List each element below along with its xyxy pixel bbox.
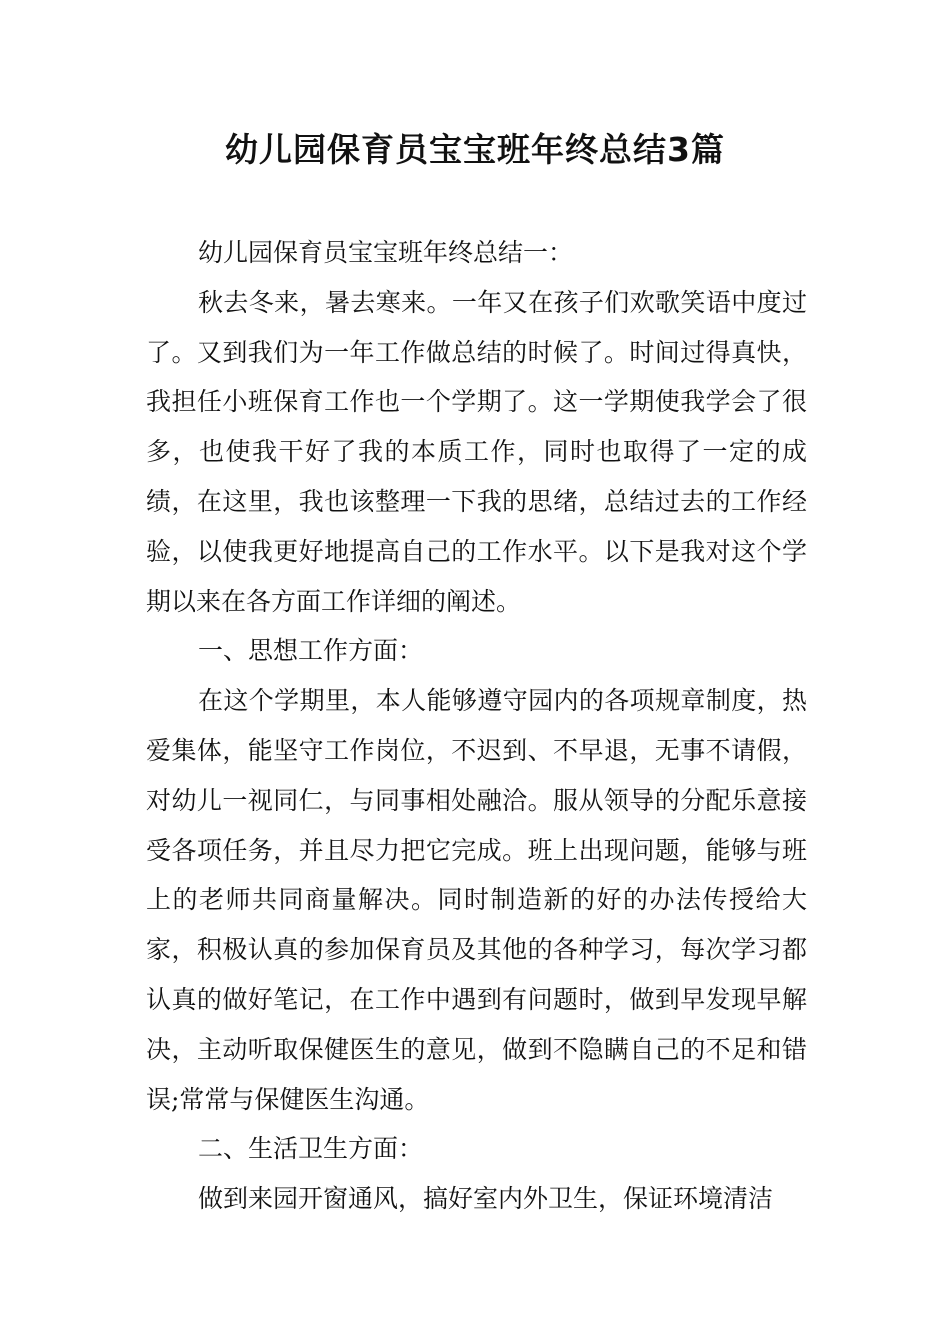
body-paragraph: 在这个学期里，本人能够遵守园内的各项规章制度，热爱集体，能坚守工作岗位，不迟到、不早退，无事不请假，对幼儿一视同仁，与同事相处融洽。服从领导的分配乐意接受各项任务，并且尽力把它完成。班上出现问题，能够与班上的老师共同商量解决。同时制造新的好的办法传授给大家，积极认真的参加保育员及其他的各种学习，每次学习都认真的做好笔记，在工作中遇到有问题时，做到早发现早解决，主动听取保健医生的意见，做到不隐瞒自己的不足和错误;常常与保健医生沟通。 [146,686,807,1114]
body-paragraph: 秋去冬来，暑去寒来。一年又在孩子们欢歌笑语中度过了。又到我们为一年工作做总结的时候了。时间过得真快，我担任小班保育工作也一个学期了。这一学期使我学会了很多，也使我干好了我的本质工作，同时也取得了一定的成绩，在这里，我也该整理一下我的思绪，总结过去的工作经验，以使我更好地提高自己的工作水平。以下是我对这个学期以来在各方面工作详细的阐述。 [146,287,807,616]
section-heading: 二、生活卫生方面： [198,1134,424,1164]
document-title: 幼儿园保育员宝宝班年终总结3篇 [225,130,725,169]
section-heading: 幼儿园保育员宝宝班年终总结一： [198,238,574,267]
body-paragraph: 做到来园开窗通风，搞好室内外卫生，保证环境清洁 [198,1184,774,1214]
section-heading: 一、思想工作方面： [198,636,424,666]
document-body [146,228,807,1224]
